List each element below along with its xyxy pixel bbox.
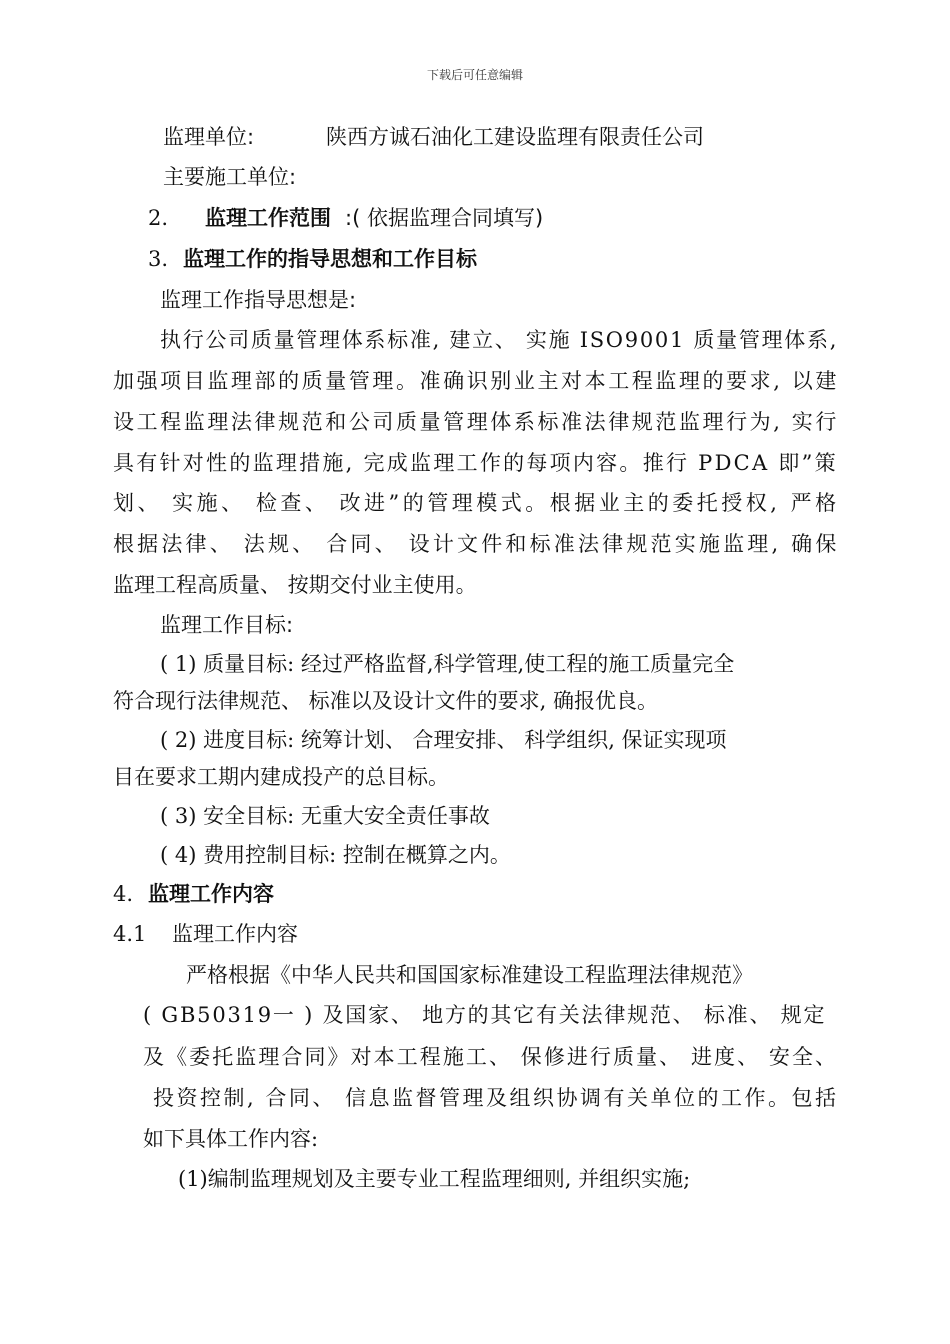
content-line-3: 及《委托监理合同》对本工程施工、 保修进行质量、 进度、 安全、 [143,1045,839,1069]
section-3-number: 3. [148,247,169,271]
guide-line-5: 划、 实施、 检查、 改进”的管理模式。根据业主的委托授权, 严格 [113,491,840,515]
content-line-1: 严格根据《中华人民共和国国家标准建设工程监理法律规范》 [186,963,753,987]
content-line-2: ( GB50319一 ) 及国家、 地方的其它有关法律规范、 标准、 规定 [143,1003,827,1027]
section-2-note: :( 依据监理合同填写) [345,206,544,230]
content-item-1: (1)编制监理规划及主要专业工程监理细则, 并组织实施; [178,1167,691,1191]
guide-line-1: 执行公司质量管理体系标准, 建立、 实施 ISO9001 质量管理体系, [160,328,839,352]
goal-safety: ( 3) 安全目标: 无重大安全责任事故 [160,804,490,828]
page-header: 下载后可任意编辑 [426,68,523,82]
section-4-title: 监理工作内容 [148,882,274,906]
goal-schedule: ( 2) 进度目标: 统筹计划、 合理安排、 科学组织, 保证实现项 [160,728,727,752]
section-4-1-title: 监理工作内容 [172,922,298,946]
guide-line-2: 加强项目监理部的质量管理。准确识别业主对本工程监理的要求, 以建 [113,369,839,393]
guide-line-4: 具有针对性的监理措施, 完成监理工作的每项内容。推行 PDCA 即”策 [113,451,838,475]
contractor-label: 主要施工单位: [163,165,297,189]
section-3-title: 监理工作的指导思想和工作目标 [183,247,477,271]
section-4-1-number: 4.1 [113,922,147,946]
content-line-4: 投资控制, 合同、 信息监督管理及组织协调有关单位的工作。包括 [153,1086,839,1110]
supervision-unit-value: 陕西方诚石油化工建设监理有限责任公司 [326,125,704,149]
goal-label: 监理工作目标: [160,613,294,637]
goal-quality: ( 1) 质量目标: 经过严格监督,科学管理,使工程的施工质量完全 [160,652,735,676]
section-4-number: 4. [113,882,134,906]
goal-cost: ( 4) 费用控制目标: 控制在概算之内。 [160,843,511,867]
supervision-unit-label: 监理单位: [163,125,255,149]
goal-quality-cont: 符合现行法律规范、 标准以及设计文件的要求, 确报优良。 [113,689,659,713]
guide-line-3: 设工程监理法律规范和公司质量管理体系标准法律规范监理行为, 实行 [113,410,839,434]
guide-line-6: 根据法律、 法规、 合同、 设计文件和标准法律规范实施监理, 确保 [113,532,840,556]
guide-line-7: 监理工程高质量、 按期交付业主使用。 [113,573,477,597]
section-2-title: 监理工作范围 [205,206,331,230]
guide-label: 监理工作指导思想是: [160,288,357,312]
content-line-5: 如下具体工作内容: [143,1127,319,1151]
goal-schedule-cont: 目在要求工期内建成投产的总目标。 [113,765,449,789]
section-2-number: 2. [148,206,169,230]
